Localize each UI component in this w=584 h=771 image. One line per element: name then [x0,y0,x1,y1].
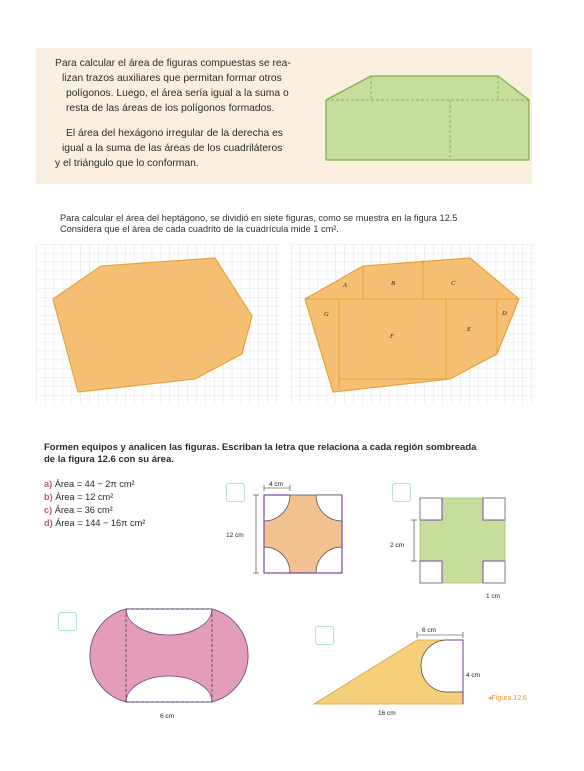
cross-side-label: 2 cm [390,542,405,549]
heptagon-text-line1: Para calcular el área del heptágono, se dividió en siete figuras, como se muestra en la figura 12.5 [60,213,458,223]
region-label-d: D [502,310,507,317]
region-label-b: B [391,280,395,287]
figure-caption: ◂Figura 12.6 [488,695,527,702]
intro-text-line: y el triángulo que lo conforman. [55,158,199,169]
region-label-g: G [324,311,329,318]
answer-box-lens[interactable] [58,612,77,631]
trapezoid-figure [300,626,490,726]
intro-text-line: igual a la suma de las áreas de los cuadriláteros [62,143,283,154]
hexagon-figure [300,60,540,170]
answer-c: c) Área = 36 cm² [44,505,113,515]
region-label-c: C [451,280,456,287]
intro-text-line: El área del hexágono irregular de la derecha es [66,128,283,139]
region-label-e: E [467,326,471,333]
answer-b: b) Área = 12 cm² [44,492,114,502]
caption-arrow-icon: ◂ [488,695,492,702]
answer-d: d) Área = 144 − 16π cm² [44,518,146,528]
cross-figure [390,490,520,610]
answer-a: a) Área = 44 − 2π cm² [44,479,135,489]
heptagon-grid-left [36,244,282,404]
trapezoid-right-label: 4 cm [466,672,481,679]
task-text-line1: Formen equipos y analicen las figuras. Escriban la letra que relaciona a cada región sombreada [44,442,477,453]
lens-figure [76,604,266,724]
intro-text-line: lizan trazos auxiliares que permitan formar otros [62,73,282,84]
heptagon-grid-right [291,244,535,404]
region-label-a: A [343,282,347,289]
intro-text-line: resta de las áreas de los polígonos formados. [66,103,275,114]
square-figure [222,478,342,598]
trapezoid-bottom-label: 16 cm [378,710,396,717]
lens-bottom-label: 6 cm [160,713,175,720]
trapezoid-top-label: 6 cm [422,627,437,634]
square-top-label: 4 cm [269,481,284,488]
task-text-line2: de la figura 12.6 con su área. [44,454,174,465]
heptagon-text-line2: Considera que el área de cada cuadrito de la cuadrícula mide 1 cm². [60,224,339,234]
square-side-label: 12 cm [226,532,244,539]
intro-text-line: polígonos. Luego, el área sería igual a la suma o [66,88,289,99]
region-label-f: F [390,333,394,340]
cross-bottom-label: 1 cm [486,593,501,600]
intro-text-line: Para calcular el área de figuras compuestas se rea- [55,58,291,69]
